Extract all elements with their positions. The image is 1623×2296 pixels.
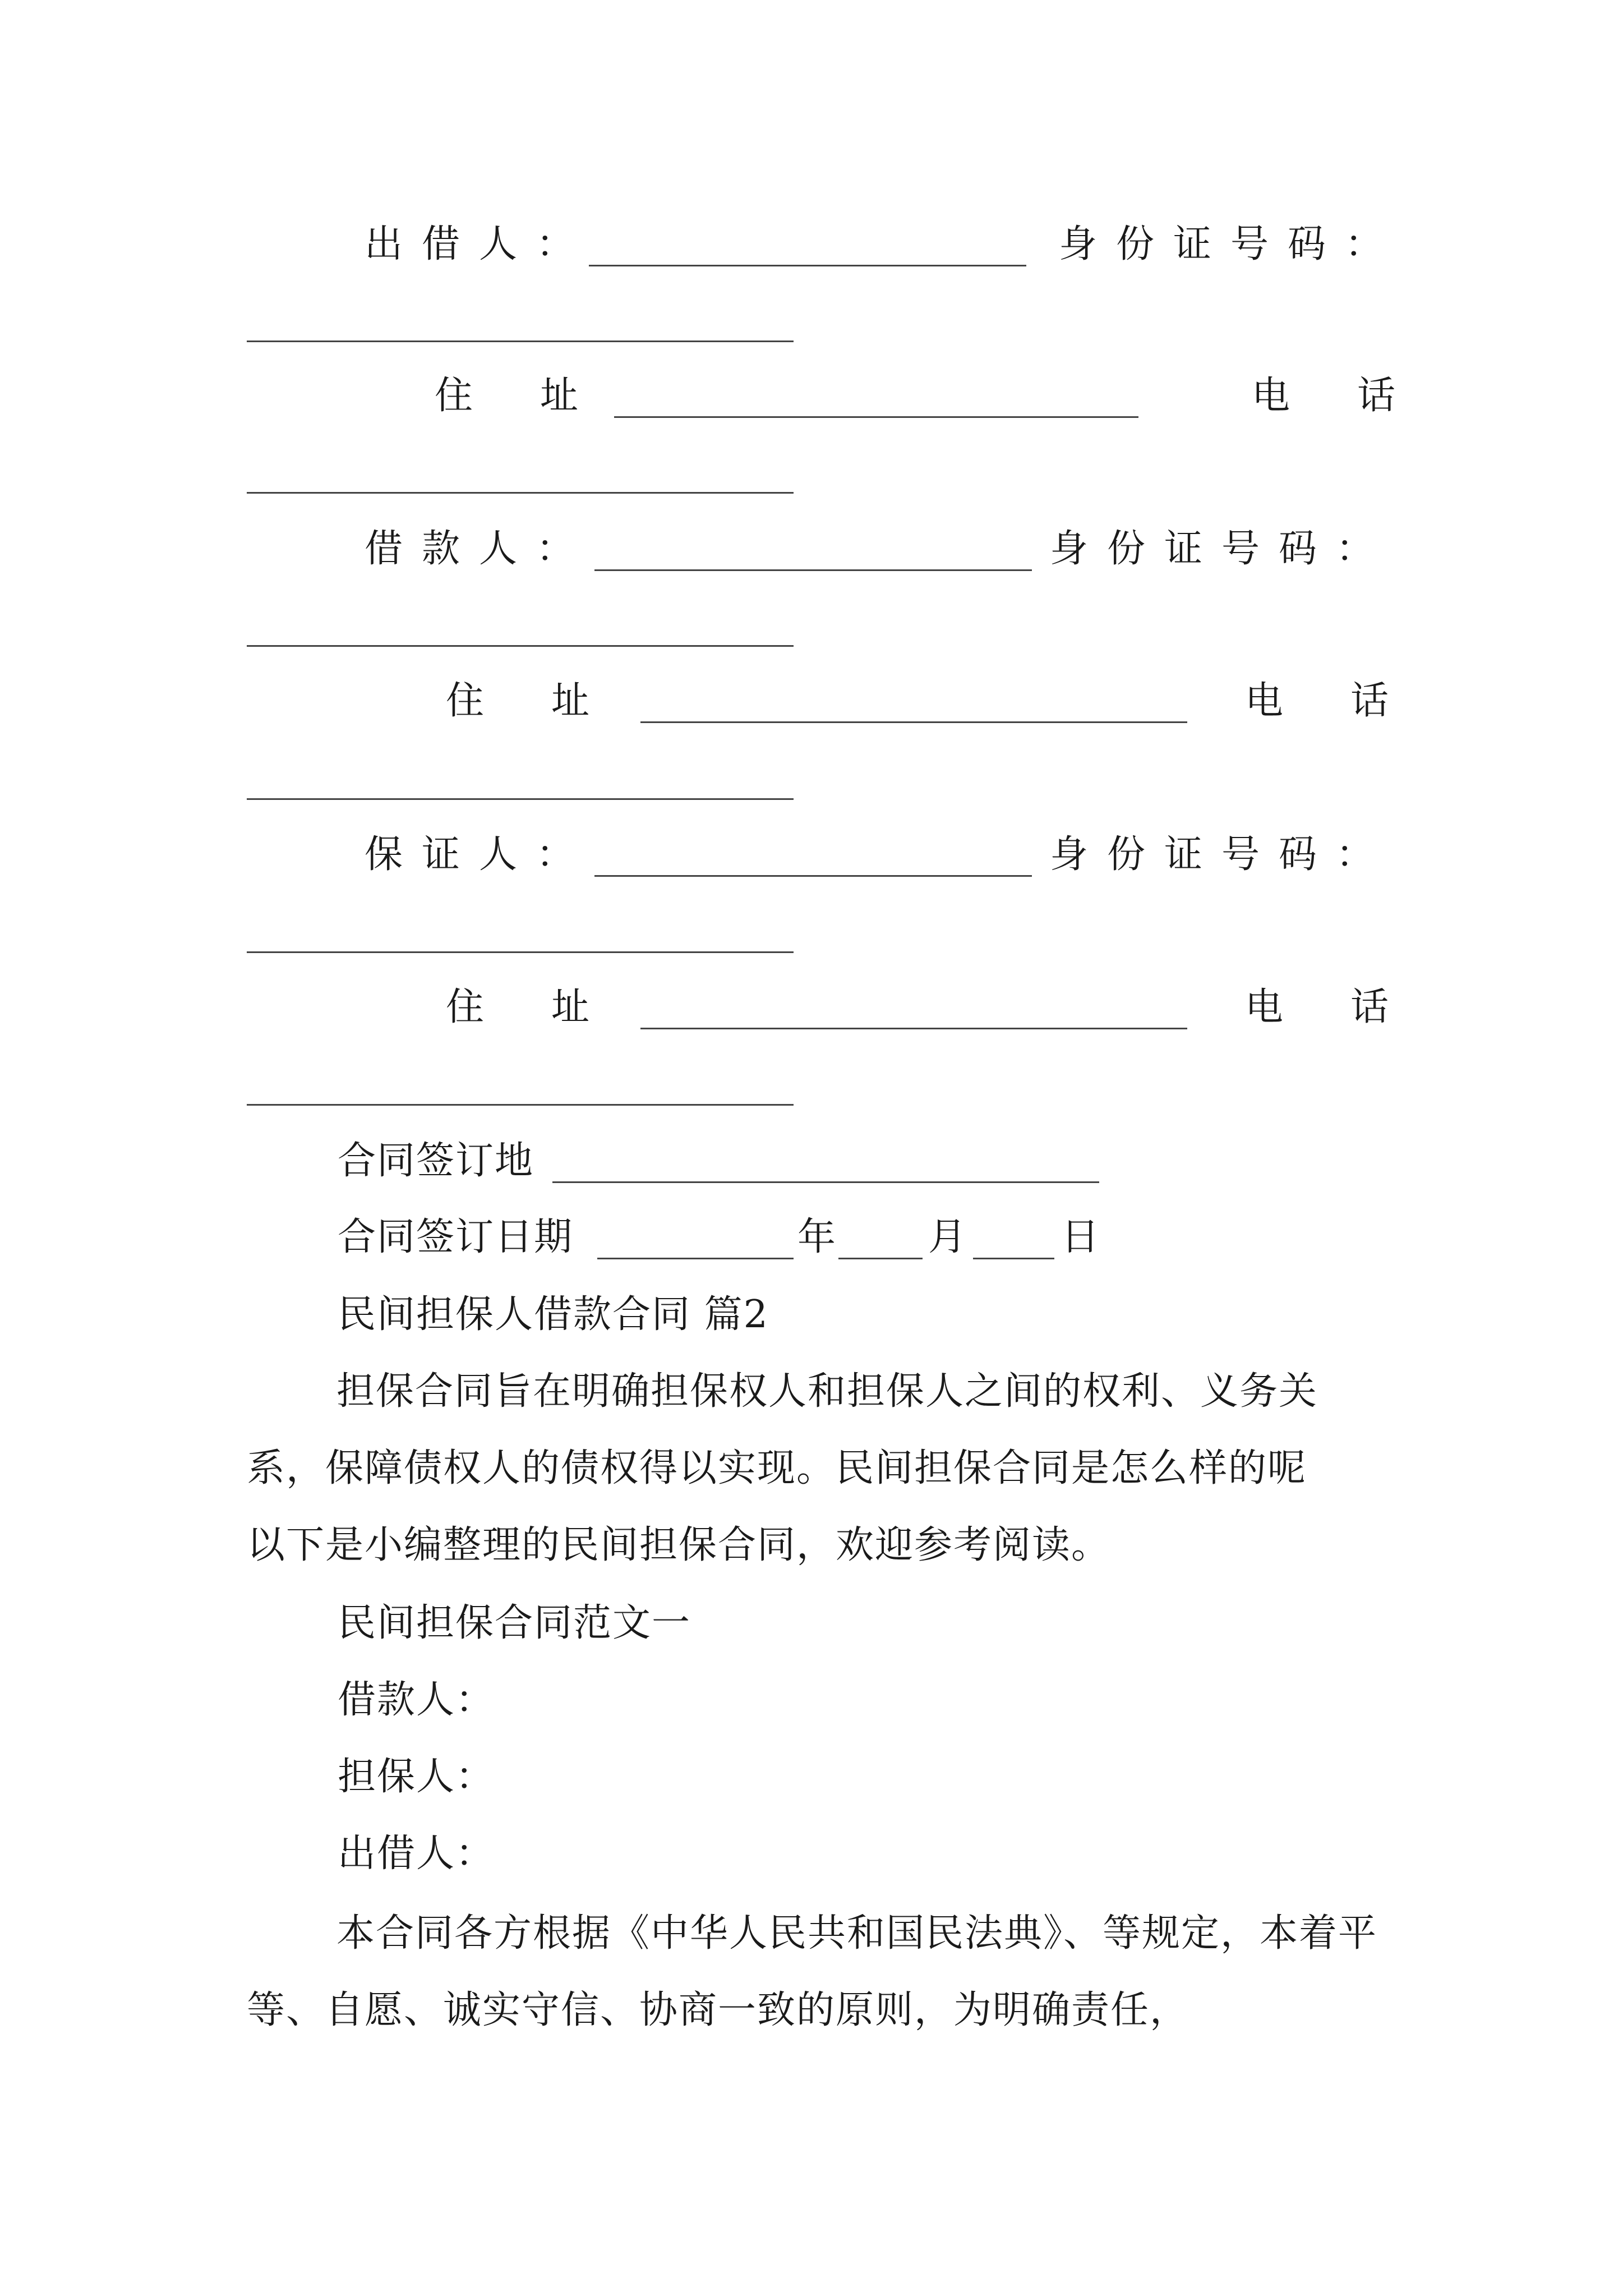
party-lender: 出借人：	[338, 1832, 495, 1876]
lender-phone-blank[interactable]	[247, 492, 794, 494]
day-label: 日	[1061, 1215, 1100, 1259]
borrower-label: 借款人：	[365, 527, 594, 571]
year-label: 年	[797, 1215, 836, 1259]
guarantor-name-blank[interactable]	[594, 875, 1032, 877]
guarantor-address-blank[interactable]	[640, 1028, 1187, 1029]
section-heading: 民间担保人借款合同 篇2	[338, 1292, 769, 1337]
guarantor-id-label: 身份证号码：	[1050, 832, 1394, 877]
sign-place-label: 合同签订地	[338, 1139, 534, 1183]
lender-address-label: 住址	[435, 374, 646, 418]
borrower-id-blank[interactable]	[247, 645, 794, 647]
guarantor-address-label: 住址	[446, 985, 657, 1029]
month-label: 月	[928, 1215, 967, 1259]
sign-month-blank[interactable]	[838, 1258, 923, 1259]
borrower-address-label: 住址	[446, 679, 657, 723]
intro-paragraph: 担保合同旨在明确担保权人和担保人之间的权利、义务关系，保障债权人的债权得以实现。民间担保合同是怎么样的呢 以下是小编整理的民间担保合同，欢迎参考阅读。	[247, 1369, 1347, 1567]
lender-id-blank[interactable]	[247, 341, 794, 342]
sign-date-label: 合同签订日期	[338, 1215, 574, 1259]
guarantor-id-blank[interactable]	[247, 951, 794, 953]
guarantor-phone-label: 电话	[1245, 985, 1456, 1029]
body-paragraph: 本合同各方根据《中华人民共和国民法典》、等规定，本着平等、自愿、诚实守信、协商一致的原则，为明确责任，	[247, 1911, 1378, 2032]
borrower-id-label: 身份证号码：	[1050, 527, 1394, 571]
party-guarantor: 担保人：	[338, 1755, 495, 1799]
sample-title: 民间担保合同范文一	[338, 1601, 691, 1645]
sign-place-blank[interactable]	[552, 1181, 1099, 1183]
sign-day-blank[interactable]	[973, 1258, 1054, 1259]
party-borrower: 借款人：	[338, 1678, 495, 1722]
guarantor-phone-blank[interactable]	[247, 1104, 794, 1106]
lender-address-blank[interactable]	[614, 416, 1138, 418]
guarantor-label: 保证人：	[365, 832, 594, 877]
borrower-name-blank[interactable]	[594, 569, 1032, 571]
lender-id-label: 身份证号码：	[1059, 222, 1403, 266]
sign-year-blank[interactable]	[597, 1258, 794, 1259]
lender-name-blank[interactable]	[589, 265, 1026, 266]
borrower-phone-blank[interactable]	[247, 798, 794, 800]
borrower-address-blank[interactable]	[640, 721, 1187, 723]
lender-label: 出借人：	[365, 222, 594, 266]
borrower-phone-label: 电话	[1245, 679, 1456, 723]
lender-phone-label: 电话	[1252, 374, 1463, 418]
